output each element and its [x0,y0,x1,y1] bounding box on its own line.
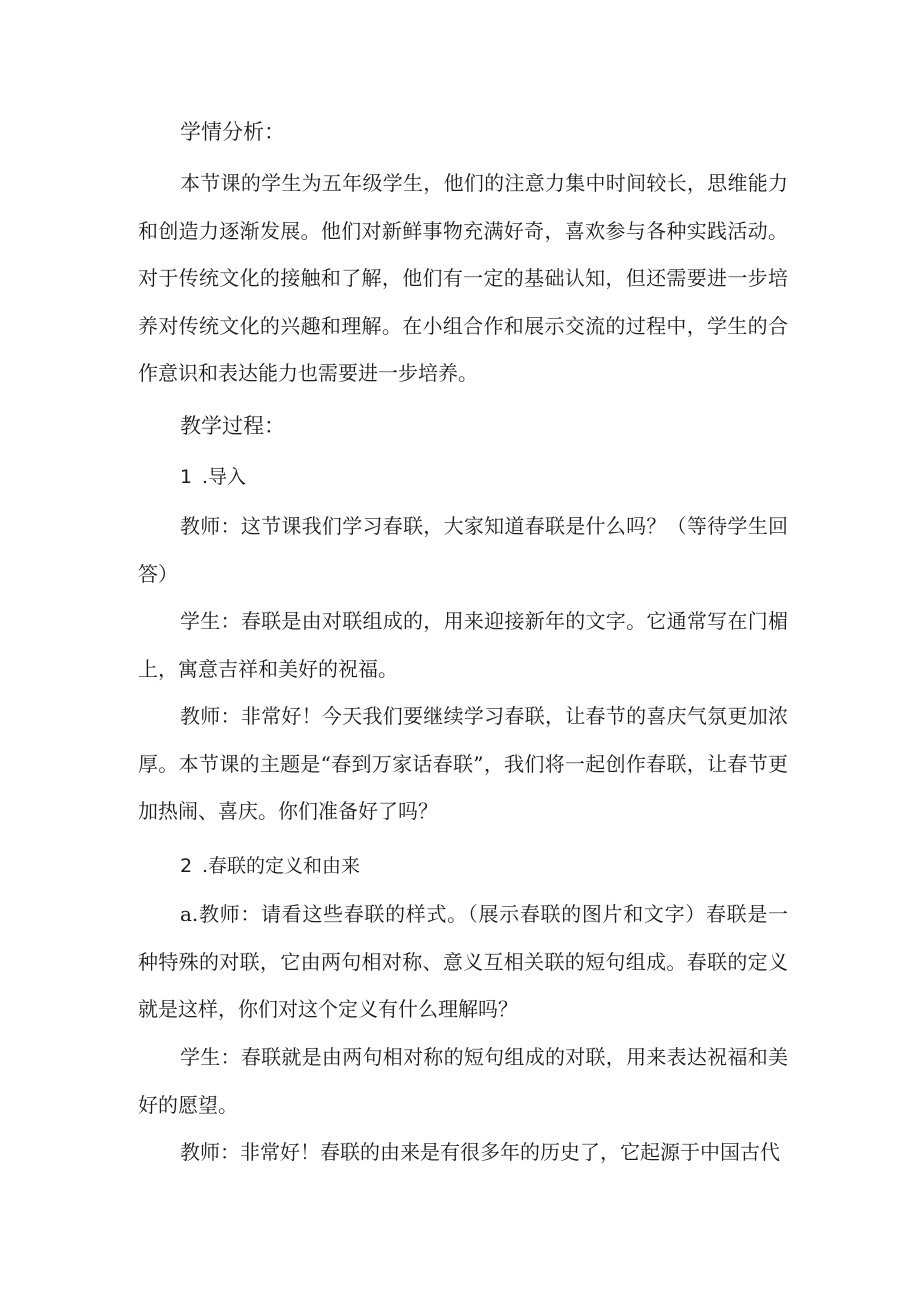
teacher-origin-paragraph: 教师：非常好！春联的由来是有很多年的历史了，它起源于中国古代 [180,1140,780,1164]
step-1-title: .导入 [202,466,247,488]
student-definition-paragraph: 学生：春联就是由两句相对称的短句组成的对联，用来表达祝福和美好的愿望。 [138,1045,788,1117]
teacher-intro-paragraph: 教师：非常好！今天我们要继续学习春联，让春节的喜庆气氛更加浓厚。本节课的主题是“春到万家话春联”，我们将一起创作春联，让春节更加热闹、喜庆。你们准备好了吗？ [138,704,788,823]
student-answer-paragraph: 学生：春联是由对联组成的，用来迎接新年的文字。它通常写在门楣上，寓意吉祥和美好的祝福。 [138,609,788,681]
teacher-question-paragraph: 教师：这节课我们学习春联，大家知道春联是什么吗？（等待学生回答） [138,514,788,586]
step-2-title: .春联的定义和由来 [202,855,361,877]
step-1-number: 1 [180,466,193,488]
learning-analysis-heading: 学情分析： [180,120,285,144]
step-1-heading [180,462,246,492]
teacher-definition-paragraph: a.教师：请看这些春联的样式。（展示春联的图片和文字）春联是一种特殊的对联，它由两句相对称、意义互相关联的短句组成。春联的定义就是这样，你们对这个定义有什么理解吗？ [138,902,788,1021]
step-2-number: 2 [180,855,193,877]
step-2-heading [180,851,360,881]
teaching-process-heading: 教学过程： [180,414,285,438]
learning-analysis-paragraph: 本节课的学生为五年级学生，他们的注意力集中时间较长，思维能力和创造力逐渐发展。他们对新鲜事物充满好奇，喜欢参与各种实践活动。对于传统文化的接触和了解，他们有一定的基础认知，但还需要进一步培养对传统文化的兴趣和理解。在小组合作和展示交流的过程中，学生的合作意识和表达能力也需要进一步培养。 [138,171,788,385]
